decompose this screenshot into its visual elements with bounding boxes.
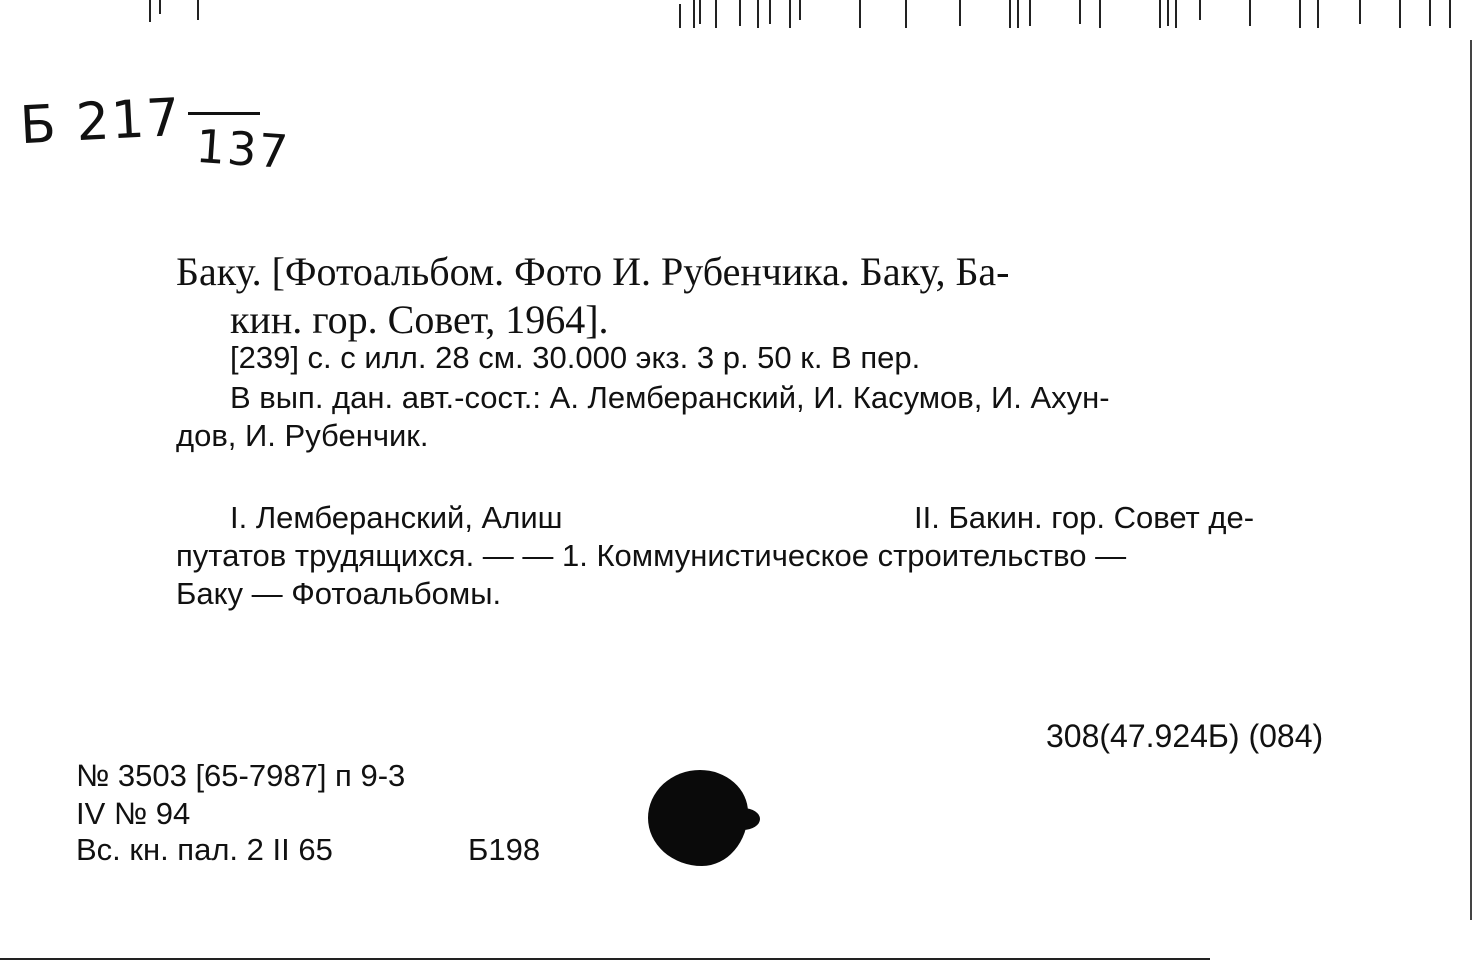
tracing-line-2: путатов трудящихся. — — 1. Коммунистическое строительство — [176, 538, 1127, 573]
description-line-4: В вып. дан. авт.-сост.: А. Лемберанский, И. Касумов, И. Ахун- [230, 380, 1110, 415]
imprint-line-2: IV № 94 [76, 796, 191, 831]
description-line-5: дов, И. Рубенчик. [176, 418, 429, 453]
call-number-fraction: 137 [194, 118, 292, 180]
right-edge-line [1470, 40, 1472, 920]
ink-blot-tail [726, 808, 760, 830]
tracing-1-right: II. Бакин. гор. Совет де- [914, 500, 1255, 535]
imprint-line-1: № 3503 [65-7987] п 9-3 [76, 758, 406, 793]
tracing-1-left: I. Лемберанский, Алиш [230, 500, 563, 535]
call-number-fraction-bar [188, 112, 260, 115]
imprint-code: Б198 [468, 832, 541, 867]
description-line-1: Баку. [Фотоальбом. Фото И. Рубенчика. Баку, Ба- [176, 249, 1010, 294]
tracing-line-3: Баку — Фотоальбомы. [176, 576, 502, 611]
description-line-3: [239] с. с илл. 28 см. 30.000 экз. 3 р. 50 к. В пер. [230, 340, 921, 375]
bottom-rule [0, 958, 1210, 960]
scan-tick-marks [0, 0, 1476, 30]
classification-number: 308(47.924Б) (084) [1046, 718, 1324, 754]
call-number-main: Б 217 [18, 87, 183, 157]
description-line-2: кин. гор. Совет, 1964]. [230, 297, 609, 342]
imprint-line-3: Вс. кн. пал. 2 II 65 [76, 832, 333, 867]
